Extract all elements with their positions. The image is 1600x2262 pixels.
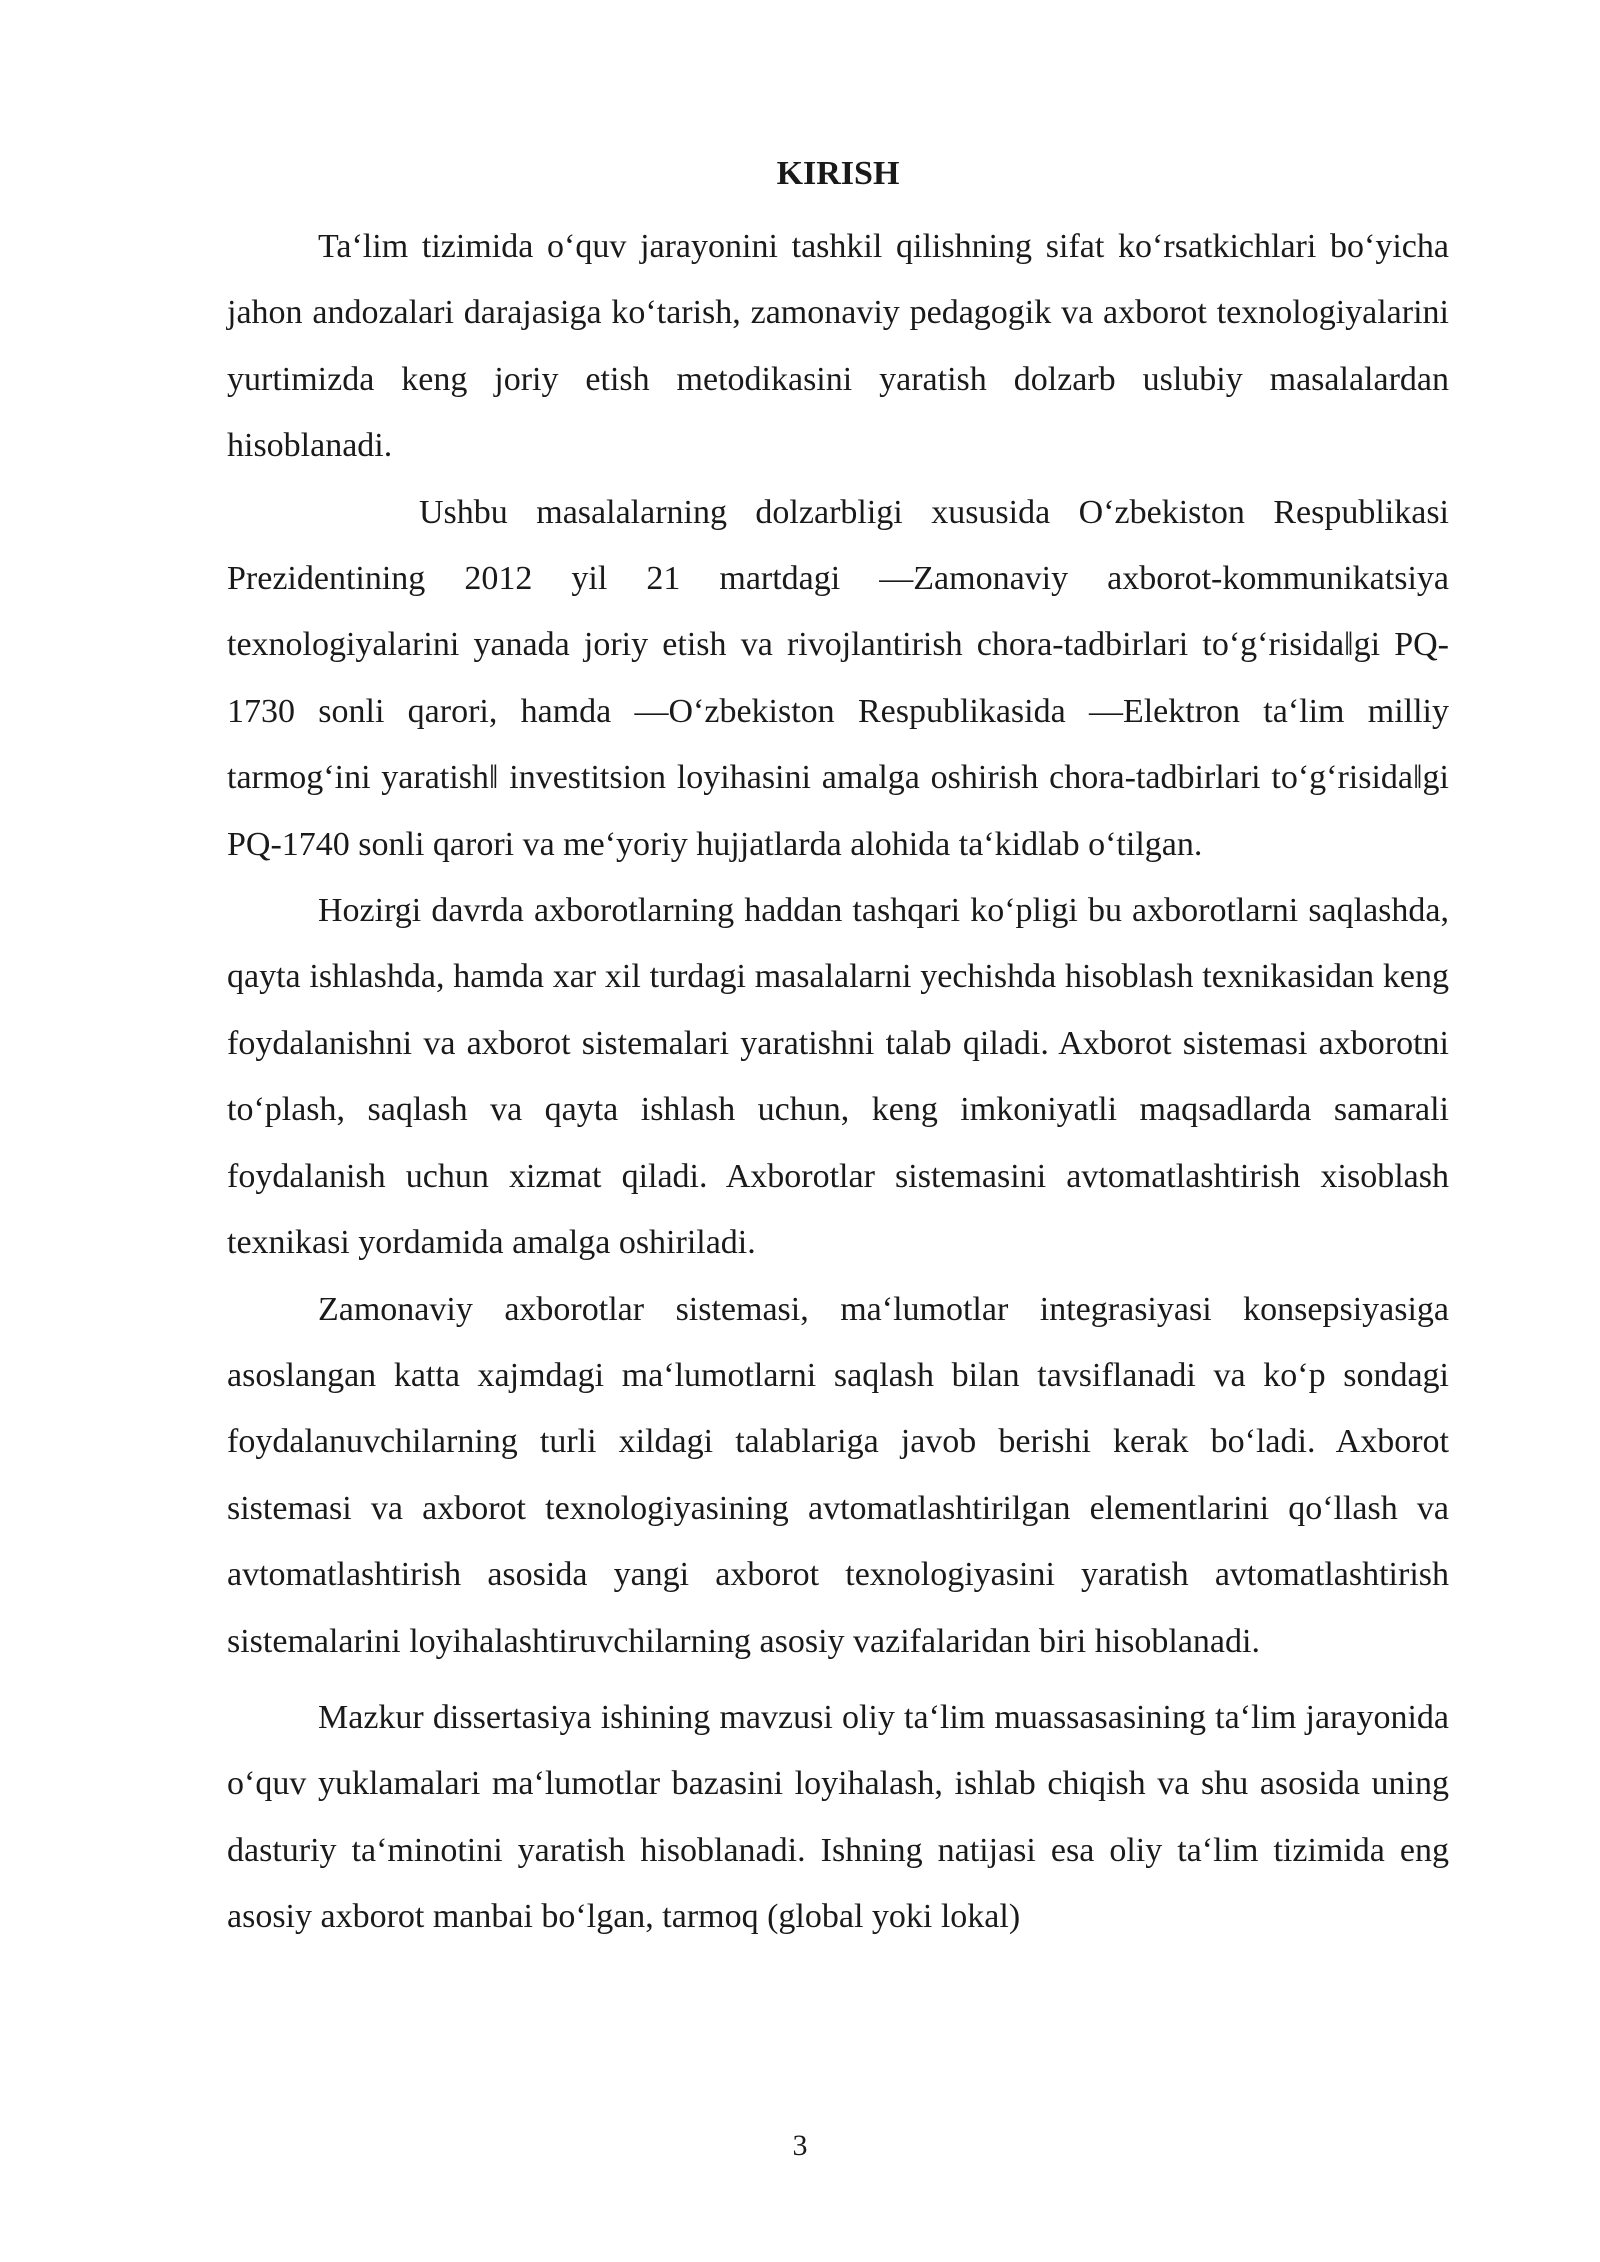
paragraph-5: Mazkur dissertasiya ishining mavzusi oliy ta‘lim muassasasining ta‘lim jarayonida o‘quv yuklamalari ma‘lumotlar bazasini loyihalash, ishlab chiqish va shu asosida uning dasturiy ta‘minotini yaratish hisoblanadi. Ishning natijasi esa oliy ta‘lim tizimida eng asosiy axborot manbai bo‘lgan, tarmoq (global yoki lokal)	[227, 1698, 1449, 1936]
paragraph-1: Ta‘lim tizimida o‘quv jarayonini tashkil qilishning sifat ko‘rsatkichlari bo‘yicha jahon andozalari darajasiga ko‘tarish, zamonaviy pedagogik va axborot texnologiyalarini yurtimizda keng joriy etish metodikasini yaratish dolzarb uslubiy masalalardan hisoblanadi.	[227, 228, 1449, 465]
paragraph-2: Ushbu masalalarning dolzarbligi xususida O‘zbekiston Respublikasi Prezidentining 2012 yil 21 martdagi ―Zamonaviy axborot-kommunikatsiya texnologiyalarini yanada joriy etish va rivojlantirish chora-tadbirlari to‘g‘risida‖gi PQ-1730 sonli qarori, hamda ―O‘zbekiston Respublikasida ―Elektron ta‘lim milliy tarmog‘ini yaratish‖ investitsion loyihasini amalga oshirish chora-tadbirlari to‘g‘risida‖gi PQ-1740 sonli qarori va me‘yoriy hujjatlarda alohida ta‘kidlab o‘tilgan.	[227, 493, 1449, 863]
document-body	[227, 148, 1449, 1951]
section-title: KIRISH	[776, 155, 900, 192]
paragraph-3: Hozirgi davrda axborotlarning haddan tashqari ko‘pligi bu axborotlarni saqlashda, qayta ishlashda, hamda xar xil turdagi masalalarni yechishda hisoblash texnikasidan keng foydalanishni va axborot sistemalari yaratishni talab qiladi. Axborot sistemasi axborotni to‘plash, saqlash va qayta ishlash uchun, keng imkoniyatli maqsadlarda samarali foydalanish uchun xizmat qiladi. Axborotlar sistemasini avtomatlashtirish xisoblash texnikasi yordamida amalga oshiriladi.	[227, 892, 1449, 1262]
paragraph-4: Zamonaviy axborotlar sistemasi, ma‘lumotlar integrasiyasi konsepsiyasiga asoslangan katta xajmdagi ma‘lumotlarni saqlash bilan tavsiflanadi va ko‘p sondagi foydalanuvchilarning turli xildagi talablariga javob berishi kerak bo‘ladi. Axborot sistemasi va axborot texnologiyasining avtomatlashtirilgan elementlarini qo‘llash va avtomatlashtirish asosida yangi axborot texnologiyasini yaratish avtomatlashtirish sistemalarini loyihalashtiruvchilarning asosiy vazifalaridan biri hisoblanadi.	[227, 1290, 1449, 1660]
page-number: 3	[792, 2129, 808, 2162]
